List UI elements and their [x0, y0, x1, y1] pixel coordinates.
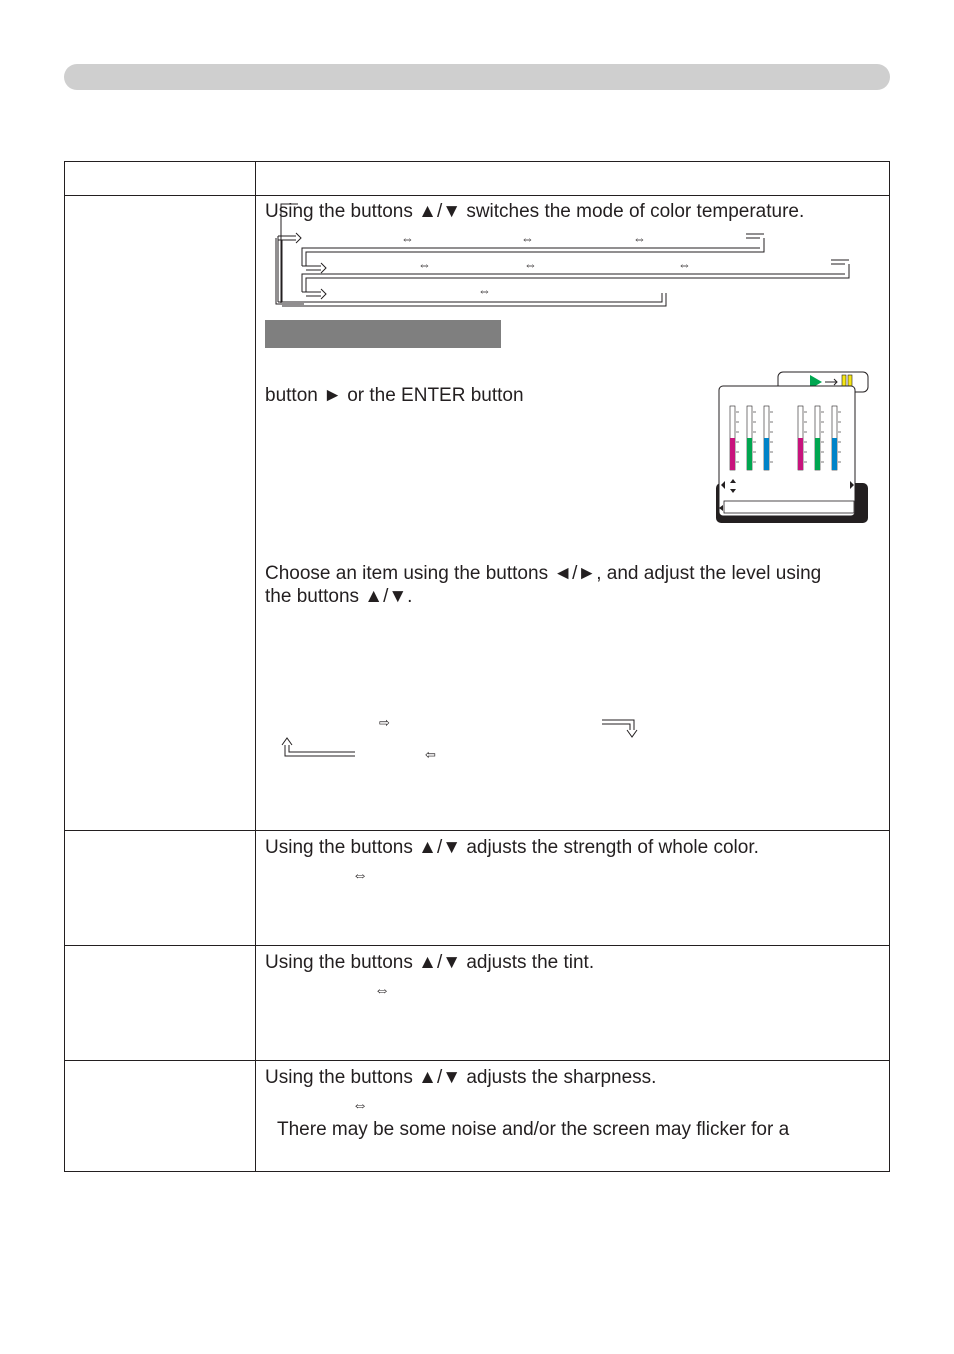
table-row [65, 831, 890, 946]
both-way-arrow-icon: ⇔ [633, 231, 646, 246]
both-way-arrow-icon: ⇔ [524, 257, 537, 272]
turn-down-arrow-icon [602, 720, 642, 744]
both-way-arrow-icon: ⇔ [352, 867, 368, 884]
note-heading-bar [265, 320, 501, 348]
left-arrow-icon: ⇦ [425, 747, 436, 762]
item-cell-tint [65, 946, 256, 1061]
table-row [65, 1061, 890, 1172]
color-line-1: Using the buttons ▲/▼ adjusts the strength of whole color. [265, 837, 759, 858]
description-cell-sharpness [256, 1061, 890, 1172]
color-temp-adjust-dialog [716, 368, 876, 528]
both-way-arrow-icon: ⇔ [478, 283, 491, 298]
tint-line-1: Using the buttons ▲/▼ adjusts the tint. [265, 952, 595, 973]
color-temp-line-4: the buttons ▲/▼. [265, 586, 413, 607]
description-cell-tint [256, 946, 890, 1061]
header-item-cell [65, 162, 256, 196]
item-cell-sharpness [65, 1061, 256, 1172]
color-temp-line-3: Choose an item using the buttons ◄/►, and adjust the level using [265, 563, 822, 584]
header-description-cell [256, 162, 890, 196]
right-arrow-icon: ⇨ [379, 715, 390, 730]
both-way-arrow-icon: ⇔ [401, 231, 414, 246]
table-row [65, 946, 890, 1061]
table-header-row [65, 162, 890, 196]
sharpness-line-2: There may be some noise and/or the screen may flicker for a [277, 1119, 790, 1140]
both-way-arrow-icon: ⇔ [418, 257, 431, 272]
description-cell-color-temp [256, 196, 890, 831]
item-cell-color [65, 831, 256, 946]
table-row [65, 196, 890, 831]
color-temp-line-1: Using the buttons ▲/▼ switches the mode of color temperature. [265, 201, 805, 222]
both-way-arrow-icon: ⇔ [521, 231, 534, 246]
turn-up-arrow-icon [280, 740, 360, 764]
description-cell-color [256, 831, 890, 946]
item-cell-color-temp [65, 196, 256, 831]
mode-cycle-diagram [276, 236, 876, 316]
section-header-bar [64, 64, 890, 90]
menu-table [64, 161, 890, 1172]
both-way-arrow-icon: ⇔ [374, 982, 390, 999]
both-way-arrow-icon: ⇔ [678, 257, 691, 272]
sharpness-line-1: Using the buttons ▲/▼ adjusts the sharpness. [265, 1067, 657, 1088]
both-way-arrow-icon: ⇔ [352, 1097, 368, 1114]
color-temp-line-2: button ► or the ENTER button [265, 385, 524, 406]
